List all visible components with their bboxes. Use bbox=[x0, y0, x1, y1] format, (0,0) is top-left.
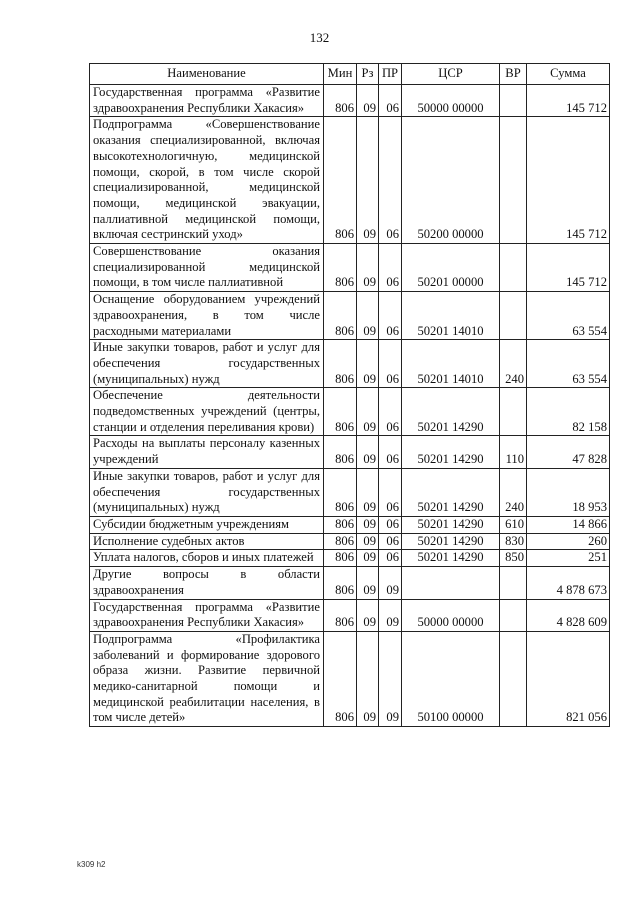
page-number: 132 bbox=[309, 30, 330, 45]
table-row bbox=[90, 550, 610, 567]
cell-vr: 240 bbox=[500, 468, 527, 516]
cell-csr: 50000 00000 bbox=[402, 599, 500, 631]
cell-min: 806 bbox=[324, 85, 357, 117]
table-body bbox=[90, 85, 610, 727]
cell-name: Субсидии бюджетным учреждениям bbox=[90, 516, 324, 533]
cell-pr: 06 bbox=[379, 550, 402, 567]
header-csr: ЦСР bbox=[402, 64, 500, 85]
cell-csr: 50100 00000 bbox=[402, 631, 500, 726]
cell-min: 806 bbox=[324, 117, 357, 244]
cell-vr bbox=[500, 292, 527, 340]
cell-sum: 4 828 609 bbox=[527, 599, 610, 631]
cell-name: Подпрограмма «Профилактика заболеваний и формирование здорового образа жизни. Развитие первичной медико-санитарной помощи и медицинской реабилитации населения, в том числе детей» bbox=[90, 631, 324, 726]
cell-rz: 09 bbox=[357, 244, 379, 292]
table-row bbox=[90, 533, 610, 550]
cell-rz: 09 bbox=[357, 516, 379, 533]
cell-pr: 06 bbox=[379, 533, 402, 550]
cell-vr bbox=[500, 85, 527, 117]
cell-min: 806 bbox=[324, 340, 357, 388]
cell-csr: 50201 00000 bbox=[402, 244, 500, 292]
table-row bbox=[90, 244, 610, 292]
cell-rz: 09 bbox=[357, 550, 379, 567]
cell-name: Оснащение оборудованием учреждений здравоохранения, в том числе расходными материалами bbox=[90, 292, 324, 340]
cell-csr: 50201 14290 bbox=[402, 550, 500, 567]
cell-min: 806 bbox=[324, 550, 357, 567]
cell-sum: 47 828 bbox=[527, 436, 610, 468]
cell-csr: 50201 14290 bbox=[402, 436, 500, 468]
cell-sum: 14 866 bbox=[527, 516, 610, 533]
cell-min: 806 bbox=[324, 533, 357, 550]
cell-name: Другие вопросы в области здравоохранения bbox=[90, 567, 324, 599]
footer-code: k309 h2 bbox=[77, 860, 106, 869]
cell-csr: 50201 14290 bbox=[402, 388, 500, 436]
table-row bbox=[90, 85, 610, 117]
cell-rz: 09 bbox=[357, 292, 379, 340]
cell-csr: 50201 14290 bbox=[402, 516, 500, 533]
cell-csr: 50000 00000 bbox=[402, 85, 500, 117]
cell-csr: 50201 14010 bbox=[402, 292, 500, 340]
cell-min: 806 bbox=[324, 292, 357, 340]
cell-pr: 06 bbox=[379, 117, 402, 244]
cell-vr: 830 bbox=[500, 533, 527, 550]
budget-table bbox=[89, 63, 610, 727]
cell-pr: 06 bbox=[379, 388, 402, 436]
cell-min: 806 bbox=[324, 244, 357, 292]
table-header-row bbox=[90, 64, 610, 85]
cell-name: Иные закупки товаров, работ и услуг для обеспечения государственных (муниципальных) нужд bbox=[90, 340, 324, 388]
table-row bbox=[90, 631, 610, 726]
cell-min: 806 bbox=[324, 631, 357, 726]
cell-min: 806 bbox=[324, 599, 357, 631]
cell-name: Подпрограмма «Совершенствование оказания специализированной, включая высокотехнологичную, медицинской помощи, скорой, в том числе скорой специализированной, медицинской помощи, медицинской эвакуации, паллиативной медицинской помощи, включая сестринский уход» bbox=[90, 117, 324, 244]
cell-name: Иные закупки товаров, работ и услуг для обеспечения государственных (муниципальных) нужд bbox=[90, 468, 324, 516]
header-name: Наименование bbox=[90, 64, 324, 85]
cell-sum: 145 712 bbox=[527, 117, 610, 244]
cell-sum: 821 056 bbox=[527, 631, 610, 726]
cell-rz: 09 bbox=[357, 340, 379, 388]
cell-vr: 850 bbox=[500, 550, 527, 567]
cell-name: Государственная программа «Развитие здравоохранения Республики Хакасия» bbox=[90, 599, 324, 631]
cell-rz: 09 bbox=[357, 388, 379, 436]
cell-sum: 260 bbox=[527, 533, 610, 550]
cell-sum: 251 bbox=[527, 550, 610, 567]
cell-min: 806 bbox=[324, 567, 357, 599]
cell-min: 806 bbox=[324, 468, 357, 516]
cell-vr: 610 bbox=[500, 516, 527, 533]
table-row bbox=[90, 468, 610, 516]
cell-name: Государственная программа «Развитие здравоохранения Республики Хакасия» bbox=[90, 85, 324, 117]
cell-pr: 09 bbox=[379, 631, 402, 726]
cell-vr: 110 bbox=[500, 436, 527, 468]
cell-name: Уплата налогов, сборов и иных платежей bbox=[90, 550, 324, 567]
cell-pr: 06 bbox=[379, 292, 402, 340]
cell-vr bbox=[500, 117, 527, 244]
header-min: Мин bbox=[324, 64, 357, 85]
cell-pr: 06 bbox=[379, 436, 402, 468]
cell-csr: 50201 14010 bbox=[402, 340, 500, 388]
table-row bbox=[90, 436, 610, 468]
cell-rz: 09 bbox=[357, 468, 379, 516]
table-row bbox=[90, 516, 610, 533]
cell-sum: 82 158 bbox=[527, 388, 610, 436]
cell-vr bbox=[500, 567, 527, 599]
cell-pr: 06 bbox=[379, 468, 402, 516]
cell-pr: 09 bbox=[379, 599, 402, 631]
header-rz: Рз bbox=[357, 64, 379, 85]
cell-rz: 09 bbox=[357, 567, 379, 599]
cell-sum: 145 712 bbox=[527, 85, 610, 117]
cell-vr: 240 bbox=[500, 340, 527, 388]
header-vr: ВР bbox=[500, 64, 527, 85]
cell-min: 806 bbox=[324, 516, 357, 533]
cell-sum: 18 953 bbox=[527, 468, 610, 516]
cell-pr: 06 bbox=[379, 516, 402, 533]
cell-rz: 09 bbox=[357, 631, 379, 726]
table-row bbox=[90, 567, 610, 599]
cell-rz: 09 bbox=[357, 436, 379, 468]
header-pr: ПР bbox=[379, 64, 402, 85]
cell-name: Исполнение судебных актов bbox=[90, 533, 324, 550]
cell-min: 806 bbox=[324, 436, 357, 468]
table-row bbox=[90, 117, 610, 244]
cell-csr: 50200 00000 bbox=[402, 117, 500, 244]
cell-csr: 50201 14290 bbox=[402, 533, 500, 550]
budget-table-container bbox=[89, 63, 609, 727]
cell-rz: 09 bbox=[357, 533, 379, 550]
cell-pr: 09 bbox=[379, 567, 402, 599]
cell-rz: 09 bbox=[357, 85, 379, 117]
cell-name: Обеспечение деятельности подведомственных учреждений (центры, станции и отделения переливания крови) bbox=[90, 388, 324, 436]
table-row bbox=[90, 388, 610, 436]
cell-vr bbox=[500, 388, 527, 436]
cell-sum: 4 878 673 bbox=[527, 567, 610, 599]
cell-sum: 63 554 bbox=[527, 340, 610, 388]
cell-vr bbox=[500, 244, 527, 292]
cell-sum: 63 554 bbox=[527, 292, 610, 340]
table-row bbox=[90, 292, 610, 340]
cell-vr bbox=[500, 631, 527, 726]
cell-pr: 06 bbox=[379, 85, 402, 117]
table-row bbox=[90, 340, 610, 388]
cell-rz: 09 bbox=[357, 117, 379, 244]
cell-csr: 50201 14290 bbox=[402, 468, 500, 516]
cell-name: Совершенствование оказания специализированной медицинской помощи, в том числе паллиативной bbox=[90, 244, 324, 292]
cell-sum: 145 712 bbox=[527, 244, 610, 292]
cell-vr bbox=[500, 599, 527, 631]
header-sum: Сумма bbox=[527, 64, 610, 85]
cell-rz: 09 bbox=[357, 599, 379, 631]
cell-csr bbox=[402, 567, 500, 599]
table-row bbox=[90, 599, 610, 631]
cell-min: 806 bbox=[324, 388, 357, 436]
cell-name: Расходы на выплаты персоналу казенных учреждений bbox=[90, 436, 324, 468]
cell-pr: 06 bbox=[379, 340, 402, 388]
cell-pr: 06 bbox=[379, 244, 402, 292]
